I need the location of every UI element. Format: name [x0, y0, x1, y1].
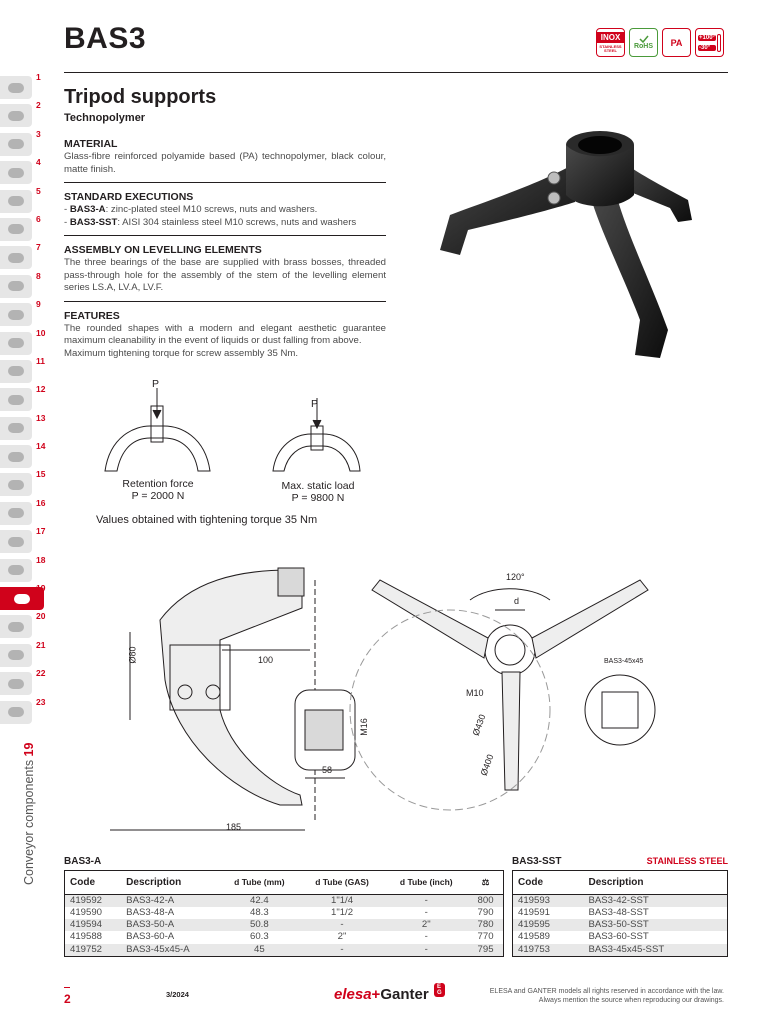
force-diagrams [90, 376, 390, 536]
table-cell: BAS3-50-SST [583, 919, 727, 931]
chapter-tab[interactable] [0, 697, 44, 725]
chapter-number: 4 [36, 157, 41, 168]
chapter-icon [0, 701, 32, 724]
chapter-tab[interactable] [0, 356, 44, 384]
check-icon [639, 35, 649, 43]
table-cell: BAS3-48-SST [588, 907, 649, 919]
table-cell: - [300, 919, 385, 931]
chapter-icon [0, 246, 32, 269]
table-cell: - [424, 907, 428, 919]
torque-note: Values obtained with tightening torque 35 Nm [96, 514, 318, 526]
chapter-tab[interactable] [0, 328, 44, 356]
chapter-icon [0, 161, 32, 184]
chapter-number: 12 [36, 384, 46, 395]
table-cell: BAS3-48-A [126, 907, 175, 919]
chapter-tab[interactable] [0, 469, 44, 497]
chapter-number: 13 [36, 412, 46, 423]
chapter-icon [0, 275, 32, 298]
chapter-tab[interactable] [0, 214, 44, 242]
table-cell: BAS3-42-SST [583, 895, 727, 908]
table-cell: 419595 [513, 919, 584, 931]
chapter-number: 23 [36, 696, 46, 707]
chapter-number: 6 [36, 213, 41, 224]
chapter-tab[interactable] [0, 413, 44, 441]
chapter-icon [0, 559, 32, 582]
chapter-number: 2 [36, 100, 41, 111]
chapter-tab[interactable] [0, 72, 44, 100]
chapter-number: 16 [36, 497, 46, 508]
force-p-label: P [152, 378, 160, 390]
chapter-icon [0, 76, 32, 99]
description-column [64, 86, 386, 366]
dim-185: 185 [226, 822, 242, 832]
chapter-icon [0, 104, 32, 127]
table-row [65, 944, 504, 957]
material-section: MATERIAL Glass-fibre reinforced polyamide based (PA) technopolymer, black colour, matte finish. [64, 130, 386, 183]
chapter-tab[interactable] [0, 611, 44, 639]
chapter-icon [0, 360, 32, 383]
table-cell: 50.8 [219, 919, 299, 931]
execution-item: - BAS3-SST: AISI 304 stainless steel M10 screws, nuts and washers [64, 216, 357, 228]
table-cell: BAS3-50-A [121, 919, 219, 931]
table-cell: 1"1/4 [300, 895, 385, 908]
table-cell: 419590 [70, 907, 103, 919]
chapter-icon [0, 644, 32, 667]
chapter-number: 1 [36, 72, 41, 82]
chapter-number: 5 [36, 185, 41, 196]
chapter-tab[interactable] [0, 129, 44, 157]
dim-m16: M16 [358, 718, 369, 736]
rohs-badge: RoHS [629, 28, 658, 57]
detail-label: BAS3-45x45 [604, 658, 644, 665]
weight-icon: ⚖ [468, 871, 503, 895]
table-cell: 419594 [65, 919, 122, 931]
dimension-drawing [110, 560, 690, 845]
table-cell: 60.3 [250, 931, 269, 943]
pa-badge: PA [662, 28, 691, 57]
chapter-number: 11 [36, 355, 45, 366]
chapter-tab[interactable] [0, 498, 44, 526]
table-row [65, 907, 504, 919]
temperature-badge: +100° -30° [695, 28, 724, 57]
table-cell: 2" [384, 919, 468, 931]
table-row [513, 895, 728, 908]
table-cell: 419591 [518, 907, 551, 919]
table-row [65, 919, 504, 931]
force-diagram-drawing [90, 376, 390, 486]
table-cell: - [300, 944, 385, 957]
chapter-icon [0, 445, 32, 468]
static-load: Max. static load P = 9800 N [281, 480, 355, 504]
dim-58: 58 [322, 765, 333, 775]
table-cell: 790 [477, 907, 494, 919]
col-description: Description [121, 871, 219, 895]
chapter-tab[interactable] [0, 555, 44, 583]
col-d-gas: d Tube (GAS) [300, 871, 385, 895]
chapter-icon [0, 303, 32, 326]
dim-d80: Ø80 [127, 646, 138, 664]
chapter-number: 20 [36, 611, 46, 622]
table-cell: 419592 [65, 895, 122, 908]
table-bas3-a: BAS3-A Code Description d Tube (mm) d Tube (GAS) d Tube (inch) ⚖ 419592 BAS3-42-A 42.4 1"1/4 - 800 419590 BAS3-48-A 48.3 1"1/2 - 790 419594 BAS3-50-A 50.8 - 2" 780 419588 BAS3-60-A 60.3 2" - 770 419752 BAS3-45x45-A 45 - - 795 [64, 856, 504, 957]
chapter-number: 21 [36, 639, 46, 650]
col-code: Code [513, 871, 584, 895]
chapter-tab[interactable] [0, 441, 44, 469]
chapter-icon [0, 218, 32, 241]
execution-item: - BAS3-A: zinc-plated steel M10 screws, nuts and washers. [64, 204, 318, 215]
chapter-icon [0, 417, 32, 440]
table-row [65, 931, 504, 943]
dim-d430: Ø430 [470, 712, 488, 738]
chapter-tab[interactable] [0, 640, 44, 668]
table-bas3-sst: BAS3-SST STAINLESS STEEL Code Description 419593 BAS3-42-SST 419591 BAS3-48-SST 419595 BAS3-50-SST 419589 BAS3-60-SST 419753 BAS3-45x45-SST [512, 856, 728, 955]
dim-m10: M10 [466, 688, 484, 698]
table-cell: BAS3-60-SST [588, 931, 649, 943]
table-cell: 795 [468, 944, 503, 957]
chapter-icon [0, 332, 32, 355]
chapter-icon [0, 502, 32, 525]
table-cell: 2" [337, 931, 347, 943]
table-cell: 42.4 [219, 895, 299, 908]
table-cell: BAS3-60-A [126, 931, 175, 943]
standard-executions-section: STANDARD EXECUTIONS - BAS3-A: zinc-plated steel M10 screws, nuts and washers. - BAS3-SST: AISI 304 stainless steel M10 screws, nuts and washers [64, 183, 386, 236]
table-cell: - [384, 944, 468, 957]
chapter-tab[interactable] [0, 242, 44, 270]
brand-logo: elesa+Ganter E G [334, 986, 429, 1003]
table-cell: 419588 [70, 931, 103, 943]
chapter-number: 19 [36, 583, 46, 594]
page-title: BAS3 [64, 22, 147, 55]
chapter-number: 14 [36, 441, 46, 452]
chapter-tab[interactable] [0, 157, 44, 185]
chapter-number: 15 [36, 469, 46, 480]
chapter-tab[interactable] [0, 526, 44, 554]
page-number: 2 [64, 992, 71, 1006]
chapter-icon [0, 388, 32, 411]
col-d-inch: d Tube (inch) [384, 871, 468, 895]
table-cell: 48.3 [250, 907, 269, 919]
property-badges [596, 28, 724, 57]
technical-drawing [110, 560, 690, 845]
inox-badge: INOX STAINLESS STEEL [596, 28, 625, 57]
dim-angle: 120° [506, 572, 525, 582]
chapter-number: 8 [36, 270, 41, 281]
chapter-tab[interactable] [0, 299, 44, 327]
copyright-note: ELESA and GANTER models all rights reserved in accordance with the law. Always mention the source when reproducing our drawings. [489, 988, 724, 1004]
chapter-tab[interactable] [0, 668, 44, 696]
table-cell: 800 [468, 895, 503, 908]
table-cell: 419752 [65, 944, 122, 957]
chapter-icon [0, 133, 32, 156]
chapter-tab[interactable] [0, 384, 44, 412]
table-row [65, 895, 504, 908]
assembly-section: ASSEMBLY ON LEVELLING ELEMENTS The three bearings of the base are supplied with brass bosses, threaded pass-through hole for the assembly of the stem of the levelling element series LS.A, LV.A, LV.F. [64, 236, 386, 302]
features-section: FEATURES The rounded shapes with a modern and elegant aesthetic guarantee maximum cleanability in the event of liquids or dust falling from above. Maximum tightening torque for screw assembly 35 Nm. [64, 309, 386, 359]
chapter-tab[interactable] [0, 583, 44, 611]
table-cell: 780 [468, 919, 503, 931]
table-row [513, 944, 728, 957]
col-d-mm: d Tube (mm) [219, 871, 299, 895]
edition-date: 3/2024 [166, 990, 189, 999]
table-cell: - [384, 895, 468, 908]
force-p-label: P [311, 398, 319, 410]
table-cell: - [424, 931, 428, 943]
table-row [513, 919, 728, 931]
table-cell: 419753 [513, 944, 584, 957]
chapter-number: 22 [36, 668, 46, 679]
chapter-icon [0, 473, 32, 496]
product-photo [430, 120, 700, 370]
footer-dash [64, 987, 70, 988]
table-row [513, 907, 728, 919]
table-cell: 1"1/2 [330, 907, 354, 919]
table-cell: 419589 [518, 931, 551, 943]
section-label: Conveyor components 19 [22, 742, 36, 885]
dim-100: 100 [258, 655, 274, 665]
chapter-icon [0, 615, 32, 638]
chapter-number: 10 [36, 327, 46, 338]
table-cell: 770 [477, 931, 494, 943]
chapter-number: 18 [36, 554, 46, 565]
chapter-icon [0, 672, 32, 695]
chapter-tab[interactable] [0, 271, 44, 299]
chapter-number: 7 [36, 242, 41, 253]
col-description: Description [583, 871, 727, 895]
chapter-number: 3 [36, 128, 41, 139]
chapter-number: 17 [36, 526, 46, 537]
table-cell: 419593 [513, 895, 584, 908]
dim-d400: Ø400 [478, 752, 496, 778]
product-heading: Tripod supports [64, 86, 217, 108]
chapter-icon [0, 530, 32, 553]
chapter-tab[interactable] [0, 186, 44, 214]
table-cell: 45 [219, 944, 299, 957]
header-divider [64, 72, 728, 73]
table-row [513, 931, 728, 943]
product-subheading: Technopolymer [64, 112, 146, 124]
table-cell: BAS3-42-A [121, 895, 219, 908]
table-cell: BAS3-45x45-SST [583, 944, 727, 957]
retention-force: Retention force P = 2000 N [122, 478, 194, 502]
thermometer-icon [717, 34, 721, 52]
col-code: Code [65, 871, 122, 895]
chapter-tab[interactable] [0, 100, 44, 128]
chapter-tabs [0, 72, 44, 725]
dim-d: d [514, 596, 520, 606]
table-cell: BAS3-45x45-A [121, 944, 219, 957]
chapter-number: 9 [36, 299, 41, 310]
chapter-icon [0, 190, 32, 213]
